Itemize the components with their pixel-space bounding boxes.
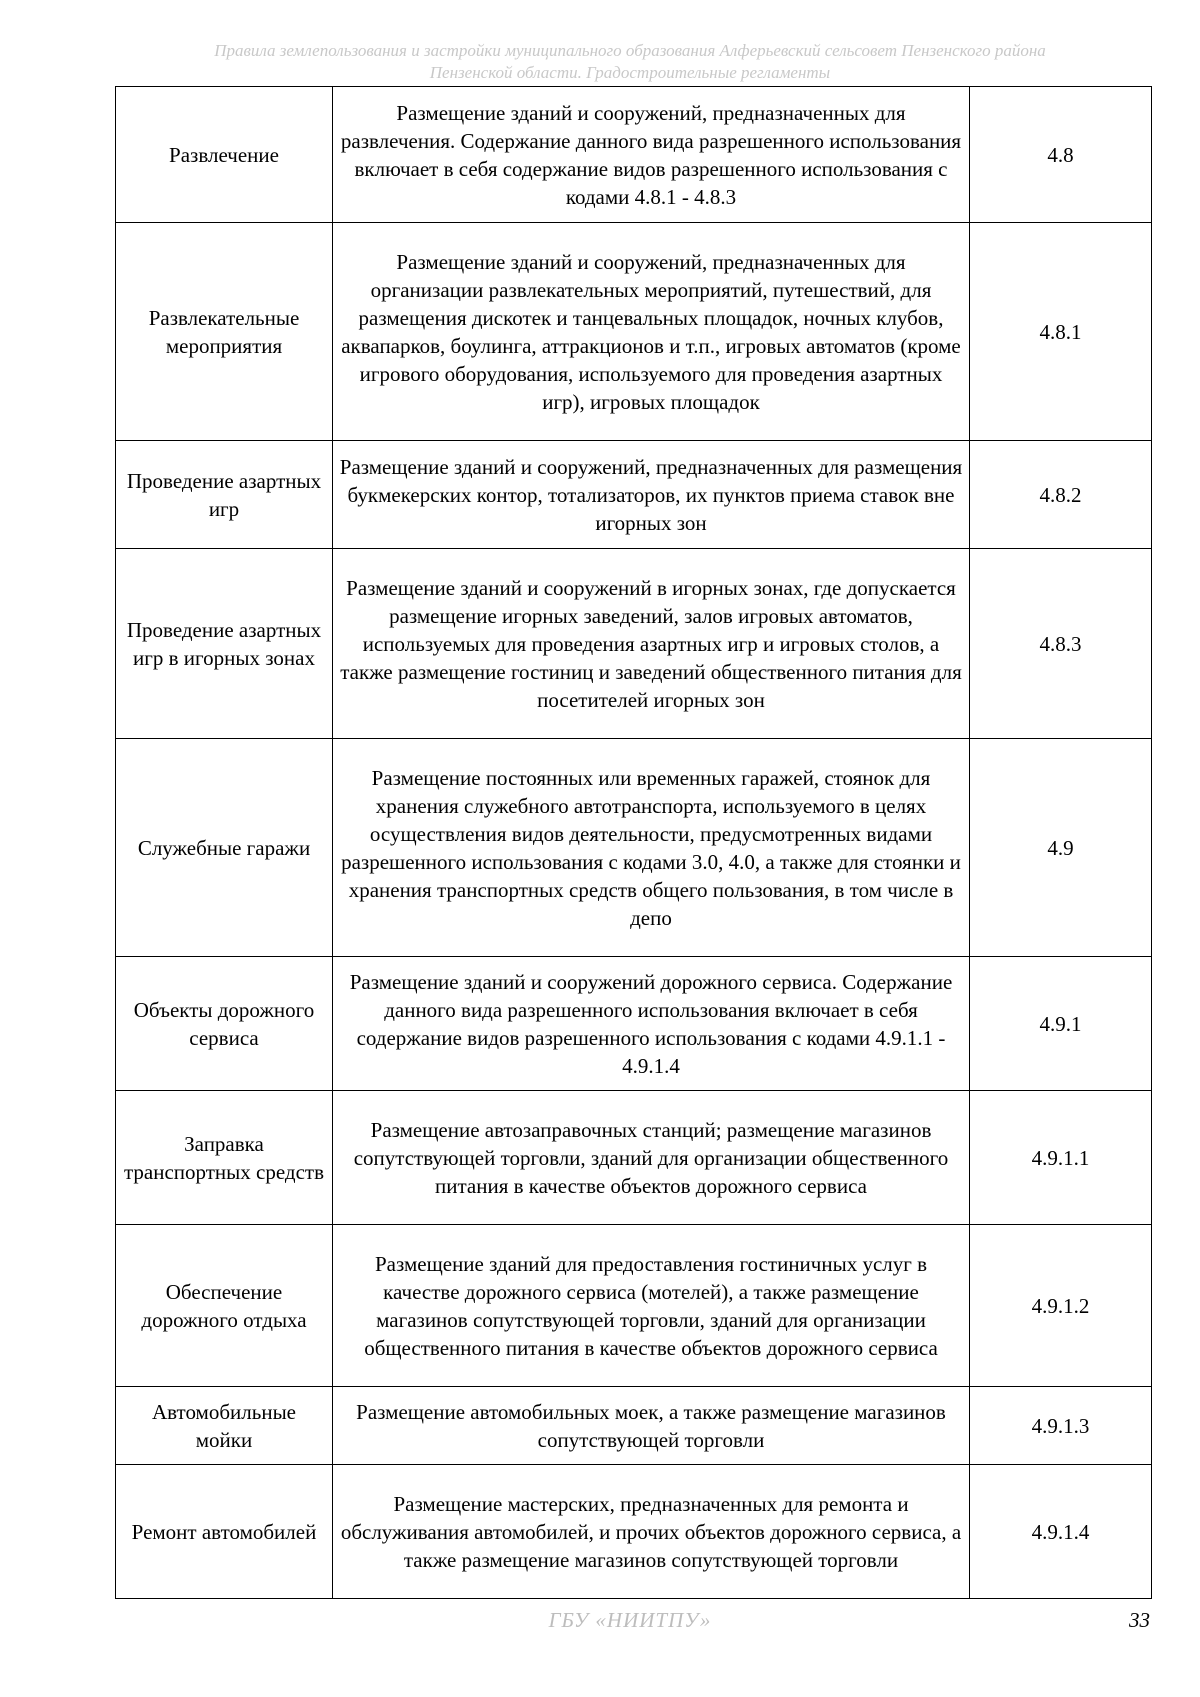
header-line-1: Правила землепользования и застройки муниципального образования Алферьевский сельсовет Пензенского района (214, 41, 1046, 60)
use-type-code: 4.9.1.1 (970, 1091, 1152, 1225)
table-row (116, 739, 1152, 957)
page-header (110, 40, 1150, 84)
use-type-description: Размещение постоянных или временных гаражей, стоянок для хранения служебного автотранспорта, используемого в целях осуществления видов деятельности, предусмотренных видами разрешенного использования с кодами 3.0, 4.0, а также для стоянки и хранения транспортных средств общего пользования, в том числе в депо (333, 739, 970, 957)
table-row (116, 549, 1152, 739)
use-type-name: Проведение азартных игр (116, 441, 333, 549)
use-type-name: Ремонт автомобилей (116, 1465, 333, 1599)
use-type-description: Размещение автомобильных моек, а также размещение магазинов сопутствующей торговли (333, 1387, 970, 1465)
use-type-description: Размещение мастерских, предназначенных для ремонта и обслуживания автомобилей, и прочих объектов дорожного сервиса, а также размещение магазинов сопутствующей торговли (333, 1465, 970, 1599)
use-type-code: 4.9.1.3 (970, 1387, 1152, 1465)
use-type-description: Размещение зданий и сооружений, предназначенных для размещения букмекерских контор, тотализаторов, их пунктов приема ставок вне игорных зон (333, 441, 970, 549)
use-type-description: Размещение зданий и сооружений в игорных зонах, где допускается размещение игорных заведений, залов игровых автоматов, используемых для проведения азартных игр и игровых столов, а также размещение гостиниц и заведений общественного питания для посетителей игорных зон (333, 549, 970, 739)
use-type-code: 4.8 (970, 87, 1152, 223)
use-type-name: Развлекательные мероприятия (116, 223, 333, 441)
use-type-description: Размещение зданий и сооружений, предназначенных для организации развлекательных мероприятий, путешествий, для размещения дискотек и танцевальных площадок, ночных клубов, аквапарков, боулинга, аттракционов и т.п., игровых автоматов (кроме игрового оборудования, используемого для проведения азартных игр), игровых площадок (333, 223, 970, 441)
table-row (116, 957, 1152, 1091)
table-row (116, 223, 1152, 441)
use-type-name: Заправка транспортных средств (116, 1091, 333, 1225)
table-row (116, 441, 1152, 549)
table-row (116, 1225, 1152, 1387)
use-type-description: Размещение зданий и сооружений дорожного сервиса. Содержание данного вида разрешенного использования включает в себя содержание видов разрешенного использования с кодами 4.9.1.1 - 4.9.1.4 (333, 957, 970, 1091)
use-type-code: 4.8.2 (970, 441, 1152, 549)
use-type-description: Размещение зданий для предоставления гостиничных услуг в качестве дорожного сервиса (мотелей), а также размещение магазинов сопутствующей торговли, зданий для организации общественного питания в качестве объектов дорожного сервиса (333, 1225, 970, 1387)
land-use-table (115, 86, 1152, 1599)
use-type-code: 4.9 (970, 739, 1152, 957)
use-type-name: Автомобильные мойки (116, 1387, 333, 1465)
table-row (116, 1465, 1152, 1599)
footer-organization: ГБУ «НИИТПУ» (548, 1608, 712, 1632)
use-type-name: Проведение азартных игр в игорных зонах (116, 549, 333, 739)
use-type-name: Обеспечение дорожного отдыха (116, 1225, 333, 1387)
use-type-description: Размещение зданий и сооружений, предназначенных для развлечения. Содержание данного вида разрешенного использования включает в себя содержание видов разрешенного использования с кодами 4.8.1 - 4.8.3 (333, 87, 970, 223)
use-type-name: Развлечение (116, 87, 333, 223)
page-footer (110, 1608, 1150, 1638)
table-row (116, 1387, 1152, 1465)
use-type-name: Служебные гаражи (116, 739, 333, 957)
use-type-code: 4.9.1 (970, 957, 1152, 1091)
table-row (116, 1091, 1152, 1225)
header-line-2: Пензенской области. Градостроительные регламенты (429, 63, 831, 82)
use-type-name: Объекты дорожного сервиса (116, 957, 333, 1091)
use-type-code: 4.9.1.2 (970, 1225, 1152, 1387)
use-type-code: 4.8.3 (970, 549, 1152, 739)
page-number: 33 (1129, 1608, 1150, 1632)
use-type-description: Размещение автозаправочных станций; размещение магазинов сопутствующей торговли, зданий для организации общественного питания в качестве объектов дорожного сервиса (333, 1091, 970, 1225)
use-type-code: 4.9.1.4 (970, 1465, 1152, 1599)
use-type-code: 4.8.1 (970, 223, 1152, 441)
table-row (116, 87, 1152, 223)
